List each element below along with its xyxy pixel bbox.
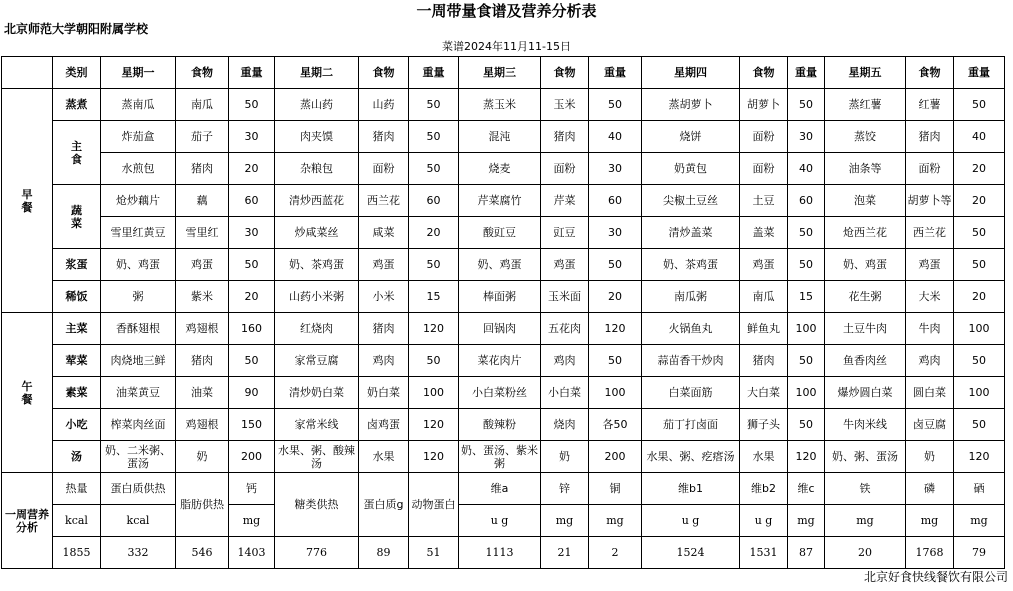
menu-weight-cell: 120 <box>409 313 459 345</box>
page-title: 一周带量食谱及营养分析表 <box>416 2 597 20</box>
menu-weight-cell: 200 <box>589 441 642 473</box>
menu-food-cell: 大白菜 <box>740 377 788 409</box>
menu-weight-cell: 50 <box>954 89 1005 121</box>
menu-weight-cell: 150 <box>229 409 275 441</box>
menu-weight-cell: 50 <box>788 89 825 121</box>
breakfast-row <box>2 217 1005 249</box>
menu-dish-cell: 红烧肉 <box>275 313 359 345</box>
menu-dish-cell: 香酥翅根 <box>101 313 176 345</box>
menu-weight-cell: 50 <box>954 345 1005 377</box>
menu-dish-cell: 土豆牛肉 <box>825 313 906 345</box>
nutrition-value-row <box>2 537 1005 569</box>
menu-dish-cell: 榨菜肉丝面 <box>101 409 176 441</box>
menu-food-cell: 南瓜 <box>176 89 229 121</box>
nutrient-name: 钙 <box>229 473 275 505</box>
lunch-row <box>2 345 1005 377</box>
menu-weight-cell: 15 <box>788 281 825 313</box>
menu-dish-cell: 菜花肉片 <box>459 345 541 377</box>
menu-food-cell: 鸡翅根 <box>176 313 229 345</box>
menu-weight-cell: 15 <box>409 281 459 313</box>
menu-food-cell: 水果 <box>740 441 788 473</box>
menu-food-cell: 面粉 <box>541 153 589 185</box>
nutrient-value: 87 <box>788 537 825 569</box>
menu-food-cell: 胡萝卜等 <box>906 185 954 217</box>
menu-food-cell: 鸡蛋 <box>176 249 229 281</box>
nutrient-unit: mg <box>229 505 275 537</box>
menu-food-cell: 狮子头 <box>740 409 788 441</box>
nutrient-unit: mg <box>906 505 954 537</box>
nutrient-name: 糖类供热 <box>275 473 359 537</box>
menu-weight-cell: 50 <box>409 89 459 121</box>
menu-dish-cell: 小白菜粉丝 <box>459 377 541 409</box>
menu-dish-cell: 水煎包 <box>101 153 176 185</box>
nutrient-name: 铁 <box>825 473 906 505</box>
menu-food-cell: 油菜 <box>176 377 229 409</box>
menu-weight-cell: 50 <box>589 249 642 281</box>
menu-weight-cell: 60 <box>589 185 642 217</box>
menu-food-cell: 水果 <box>359 441 409 473</box>
menu-dish-cell: 家常豆腐 <box>275 345 359 377</box>
menu-weight-cell: 50 <box>788 249 825 281</box>
header-cell: 重量 <box>954 57 1005 89</box>
header-cell: 重量 <box>589 57 642 89</box>
menu-food-cell: 猪肉 <box>176 153 229 185</box>
nutrient-name: 热量 <box>53 473 101 505</box>
menu-weight-cell: 20 <box>409 217 459 249</box>
nutrient-name: 维b2 <box>740 473 788 505</box>
lunch-label: 午 餐 <box>2 313 53 473</box>
menu-weight-cell: 120 <box>409 441 459 473</box>
menu-dish-cell: 烧麦 <box>459 153 541 185</box>
menu-food-cell: 鸡肉 <box>359 345 409 377</box>
header-cell: 食物 <box>740 57 788 89</box>
nutrient-value: 546 <box>176 537 229 569</box>
menu-dish-cell: 火锅鱼丸 <box>642 313 740 345</box>
menu-food-cell: 南瓜 <box>740 281 788 313</box>
category-label: 荤菜 <box>53 345 101 377</box>
menu-weight-cell: 50 <box>788 409 825 441</box>
menu-food-cell: 玉米面 <box>541 281 589 313</box>
breakfast-row <box>2 185 1005 217</box>
breakfast-label: 早 餐 <box>2 89 53 313</box>
menu-weight-cell: 50 <box>229 89 275 121</box>
nutrient-unit: u g <box>459 505 541 537</box>
menu-food-cell: 芹菜 <box>541 185 589 217</box>
nutrient-value: 51 <box>409 537 459 569</box>
menu-weight-cell: 120 <box>788 441 825 473</box>
category-label: 蔬 菜 <box>53 185 101 249</box>
menu-weight-cell: 100 <box>954 313 1005 345</box>
menu-weight-cell: 60 <box>409 185 459 217</box>
menu-dish-cell: 芹菜腐竹 <box>459 185 541 217</box>
menu-weight-cell: 200 <box>229 441 275 473</box>
menu-weight-cell: 100 <box>788 377 825 409</box>
menu-dish-cell: 牛肉米线 <box>825 409 906 441</box>
menu-weight-cell: 20 <box>229 153 275 185</box>
header-cell: 食物 <box>906 57 954 89</box>
menu-weight-cell: 60 <box>788 185 825 217</box>
menu-weight-cell: 20 <box>589 281 642 313</box>
menu-food-cell: 西兰花 <box>359 185 409 217</box>
menu-dish-cell: 蒸胡萝卜 <box>642 89 740 121</box>
menu-weight-cell: 50 <box>788 217 825 249</box>
menu-weight-cell: 40 <box>954 121 1005 153</box>
category-label: 蒸煮 <box>53 89 101 121</box>
header-cell: 食物 <box>176 57 229 89</box>
header-cell: 重量 <box>229 57 275 89</box>
menu-dish-cell: 奶黄包 <box>642 153 740 185</box>
menu-weight-cell: 40 <box>589 121 642 153</box>
menu-weight-cell: 30 <box>229 217 275 249</box>
menu-dish-cell: 奶、二米粥、蛋汤 <box>101 441 176 473</box>
menu-dish-cell: 酸辣粉 <box>459 409 541 441</box>
header-cell: 食物 <box>359 57 409 89</box>
lunch-row <box>2 441 1005 473</box>
menu-food-cell: 紫米 <box>176 281 229 313</box>
menu-food-cell: 土豆 <box>740 185 788 217</box>
menu-dish-cell: 油菜黄豆 <box>101 377 176 409</box>
menu-food-cell: 面粉 <box>359 153 409 185</box>
nutrient-name: 维b1 <box>642 473 740 505</box>
menu-dish-cell: 水果、粥、疙瘩汤 <box>642 441 740 473</box>
menu-weight-cell: 100 <box>409 377 459 409</box>
menu-food-cell: 鲜鱼丸 <box>740 313 788 345</box>
menu-weight-cell: 120 <box>589 313 642 345</box>
menu-weight-cell: 50 <box>409 121 459 153</box>
nutrient-name: 动物蛋白 <box>409 473 459 537</box>
menu-weight-cell: 50 <box>589 345 642 377</box>
menu-dish-cell: 酸豇豆 <box>459 217 541 249</box>
menu-food-cell: 藕 <box>176 185 229 217</box>
menu-food-cell: 猪肉 <box>541 121 589 153</box>
menu-dish-cell: 炒咸菜丝 <box>275 217 359 249</box>
menu-dish-cell: 鱼香肉丝 <box>825 345 906 377</box>
category-label: 稀饭 <box>53 281 101 313</box>
breakfast-row <box>2 153 1005 185</box>
menu-weight-cell: 50 <box>954 409 1005 441</box>
nutrient-name: 蛋白质g <box>359 473 409 537</box>
menu-food-cell: 奶 <box>176 441 229 473</box>
menu-weight-cell: 50 <box>788 345 825 377</box>
menu-dish-cell: 雪里红黄豆 <box>101 217 176 249</box>
header-row <box>2 57 1005 89</box>
menu-dish-cell: 清炒盖菜 <box>642 217 740 249</box>
menu-food-cell: 山药 <box>359 89 409 121</box>
category-label: 汤 <box>53 441 101 473</box>
menu-dish-cell: 蒸红薯 <box>825 89 906 121</box>
header-cell: 重量 <box>788 57 825 89</box>
lunch-row <box>2 313 1005 345</box>
menu-dish-cell: 肉烧地三鲜 <box>101 345 176 377</box>
menu-weight-cell: 120 <box>409 409 459 441</box>
nutrition-label: 一周营养分析 <box>2 473 53 569</box>
menu-food-cell: 鸡蛋 <box>359 249 409 281</box>
menu-dish-cell: 南瓜粥 <box>642 281 740 313</box>
menu-weight-cell: 50 <box>409 345 459 377</box>
menu-weight-cell: 120 <box>954 441 1005 473</box>
menu-weight-cell: 160 <box>229 313 275 345</box>
nutrient-value: 1768 <box>906 537 954 569</box>
menu-dish-cell: 花生粥 <box>825 281 906 313</box>
menu-food-cell: 面粉 <box>906 153 954 185</box>
menu-food-cell: 小白菜 <box>541 377 589 409</box>
menu-weight-cell: 20 <box>954 153 1005 185</box>
menu-dish-cell: 奶、茶鸡蛋 <box>642 249 740 281</box>
nutrient-value: 1531 <box>740 537 788 569</box>
menu-weight-cell: 20 <box>229 281 275 313</box>
footer-company: 北京好食快线餐饮有限公司 <box>863 570 1008 584</box>
menu-dish-cell: 混沌 <box>459 121 541 153</box>
menu-date: 菜谱2024年11月11-15日 <box>442 40 571 53</box>
header-cell: 食物 <box>541 57 589 89</box>
school-name: 北京师范大学朝阳附属学校 <box>4 22 149 36</box>
nutrient-value: 776 <box>275 537 359 569</box>
nutrient-unit: kcal <box>53 505 101 537</box>
menu-food-cell: 红薯 <box>906 89 954 121</box>
nutrient-unit: mg <box>541 505 589 537</box>
menu-dish-cell: 奶、鸡蛋 <box>459 249 541 281</box>
breakfast-row <box>2 89 1005 121</box>
menu-dish-cell: 奶、鸡蛋 <box>825 249 906 281</box>
menu-weight-cell: 50 <box>409 153 459 185</box>
nutrient-unit: u g <box>642 505 740 537</box>
menu-food-cell: 牛肉 <box>906 313 954 345</box>
menu-food-cell: 卤鸡蛋 <box>359 409 409 441</box>
breakfast-row <box>2 121 1005 153</box>
nutrient-name: 维c <box>788 473 825 505</box>
menu-dish-cell: 棒面粥 <box>459 281 541 313</box>
menu-dish-cell: 奶、粥、蛋汤 <box>825 441 906 473</box>
menu-weight-cell: 50 <box>229 345 275 377</box>
nutrient-unit: u g <box>740 505 788 537</box>
menu-dish-cell: 泡菜 <box>825 185 906 217</box>
menu-weight-cell: 100 <box>954 377 1005 409</box>
nutrient-value: 21 <box>541 537 589 569</box>
menu-dish-cell: 尖椒土豆丝 <box>642 185 740 217</box>
menu-dish-cell: 油条等 <box>825 153 906 185</box>
menu-food-cell: 烧肉 <box>541 409 589 441</box>
menu-dish-cell: 杂粮包 <box>275 153 359 185</box>
menu-dish-cell: 蒸南瓜 <box>101 89 176 121</box>
menu-weight-cell: 60 <box>229 185 275 217</box>
nutrient-name: 锌 <box>541 473 589 505</box>
menu-food-cell: 奶 <box>906 441 954 473</box>
menu-food-cell: 猪肉 <box>906 121 954 153</box>
nutrient-name: 脂肪供热 <box>176 473 229 537</box>
menu-dish-cell: 蒸玉米 <box>459 89 541 121</box>
menu-dish-cell: 蒜苗香干炒肉 <box>642 345 740 377</box>
menu-weight-cell: 50 <box>954 249 1005 281</box>
menu-weight-cell: 100 <box>788 313 825 345</box>
nutrient-value: 20 <box>825 537 906 569</box>
menu-weight-cell: 50 <box>589 89 642 121</box>
header-cell: 类别 <box>53 57 101 89</box>
menu-food-cell: 圆白菜 <box>906 377 954 409</box>
menu-dish-cell: 粥 <box>101 281 176 313</box>
menu-food-cell: 鸡蛋 <box>740 249 788 281</box>
menu-food-cell: 西兰花 <box>906 217 954 249</box>
nutrient-name: 蛋白质供热 <box>101 473 176 505</box>
menu-dish-cell: 奶、茶鸡蛋 <box>275 249 359 281</box>
menu-food-cell: 鸡蛋 <box>541 249 589 281</box>
menu-dish-cell: 清炒西蓝花 <box>275 185 359 217</box>
menu-dish-cell: 蒸饺 <box>825 121 906 153</box>
menu-food-cell: 大米 <box>906 281 954 313</box>
menu-weight-cell: 50 <box>229 249 275 281</box>
menu-weight-cell: 各50 <box>589 409 642 441</box>
corner-cell <box>2 57 53 89</box>
breakfast-row <box>2 281 1005 313</box>
menu-dish-cell: 肉夹馍 <box>275 121 359 153</box>
menu-dish-cell: 水果、粥、酸辣汤 <box>275 441 359 473</box>
menu-dish-cell: 茄丁打卤面 <box>642 409 740 441</box>
nutrient-value: 1524 <box>642 537 740 569</box>
menu-food-cell: 猪肉 <box>359 313 409 345</box>
menu-dish-cell: 白菜面筋 <box>642 377 740 409</box>
menu-dish-cell: 家常米线 <box>275 409 359 441</box>
menu-weight-cell: 30 <box>589 217 642 249</box>
nutrient-name: 硒 <box>954 473 1005 505</box>
menu-food-cell: 茄子 <box>176 121 229 153</box>
menu-food-cell: 奶白菜 <box>359 377 409 409</box>
menu-food-cell: 雪里红 <box>176 217 229 249</box>
nutrient-value: 89 <box>359 537 409 569</box>
menu-weight-cell: 50 <box>409 249 459 281</box>
menu-food-cell: 奶 <box>541 441 589 473</box>
menu-food-cell: 面粉 <box>740 153 788 185</box>
menu-weight-cell: 30 <box>589 153 642 185</box>
menu-food-cell: 鸡蛋 <box>906 249 954 281</box>
nutrient-unit: mg <box>788 505 825 537</box>
menu-weight-cell: 30 <box>229 121 275 153</box>
header-cell: 重量 <box>409 57 459 89</box>
menu-food-cell: 卤豆腐 <box>906 409 954 441</box>
category-label: 主 食 <box>53 121 101 185</box>
menu-weight-cell: 30 <box>788 121 825 153</box>
nutrient-unit: mg <box>589 505 642 537</box>
category-label: 小吃 <box>53 409 101 441</box>
nutrient-value: 1113 <box>459 537 541 569</box>
menu-dish-cell: 烧饼 <box>642 121 740 153</box>
menu-dish-cell: 奶、鸡蛋 <box>101 249 176 281</box>
category-label: 浆蛋 <box>53 249 101 281</box>
category-label: 主菜 <box>53 313 101 345</box>
nutrient-unit: mg <box>825 505 906 537</box>
nutrient-name: 维a <box>459 473 541 505</box>
nutrient-name: 磷 <box>906 473 954 505</box>
menu-food-cell: 胡萝卜 <box>740 89 788 121</box>
menu-food-cell: 猪肉 <box>359 121 409 153</box>
menu-food-cell: 鸡肉 <box>906 345 954 377</box>
menu-food-cell: 咸菜 <box>359 217 409 249</box>
nutrient-unit: mg <box>954 505 1005 537</box>
menu-weight-cell: 40 <box>788 153 825 185</box>
header-cell: 星期一 <box>101 57 176 89</box>
menu-food-cell: 鸡翅根 <box>176 409 229 441</box>
menu-food-cell: 猪肉 <box>740 345 788 377</box>
menu-food-cell: 鸡肉 <box>541 345 589 377</box>
menu-food-cell: 豇豆 <box>541 217 589 249</box>
lunch-row <box>2 377 1005 409</box>
menu-food-cell: 面粉 <box>740 121 788 153</box>
header-cell: 星期五 <box>825 57 906 89</box>
lunch-row <box>2 409 1005 441</box>
nutrient-unit: kcal <box>101 505 176 537</box>
nutrient-value: 2 <box>589 537 642 569</box>
menu-weight-cell: 90 <box>229 377 275 409</box>
menu-food-cell: 猪肉 <box>176 345 229 377</box>
menu-dish-cell: 回锅肉 <box>459 313 541 345</box>
menu-weight-cell: 100 <box>589 377 642 409</box>
menu-weight-cell: 20 <box>954 185 1005 217</box>
nutrition-name-row <box>2 473 1005 505</box>
menu-table <box>1 56 1005 569</box>
menu-dish-cell: 炸茄盒 <box>101 121 176 153</box>
menu-weight-cell: 50 <box>954 217 1005 249</box>
menu-dish-cell: 山药小米粥 <box>275 281 359 313</box>
nutrient-value: 1855 <box>53 537 101 569</box>
menu-dish-cell: 清炒奶白菜 <box>275 377 359 409</box>
menu-dish-cell: 炝西兰花 <box>825 217 906 249</box>
header-cell: 星期四 <box>642 57 740 89</box>
header-cell: 星期二 <box>275 57 359 89</box>
nutrient-value: 1403 <box>229 537 275 569</box>
menu-food-cell: 玉米 <box>541 89 589 121</box>
header-cell: 星期三 <box>459 57 541 89</box>
nutrient-name: 铜 <box>589 473 642 505</box>
nutrient-value: 332 <box>101 537 176 569</box>
menu-dish-cell: 蒸山药 <box>275 89 359 121</box>
nutrition-unit-row <box>2 505 1005 537</box>
nutrient-value: 79 <box>954 537 1005 569</box>
breakfast-row <box>2 249 1005 281</box>
menu-food-cell: 盖菜 <box>740 217 788 249</box>
menu-weight-cell: 20 <box>954 281 1005 313</box>
menu-food-cell: 小米 <box>359 281 409 313</box>
menu-dish-cell: 奶、蛋汤、紫米粥 <box>459 441 541 473</box>
menu-food-cell: 五花肉 <box>541 313 589 345</box>
category-label: 素菜 <box>53 377 101 409</box>
menu-dish-cell: 炝炒藕片 <box>101 185 176 217</box>
menu-dish-cell: 爆炒圆白菜 <box>825 377 906 409</box>
